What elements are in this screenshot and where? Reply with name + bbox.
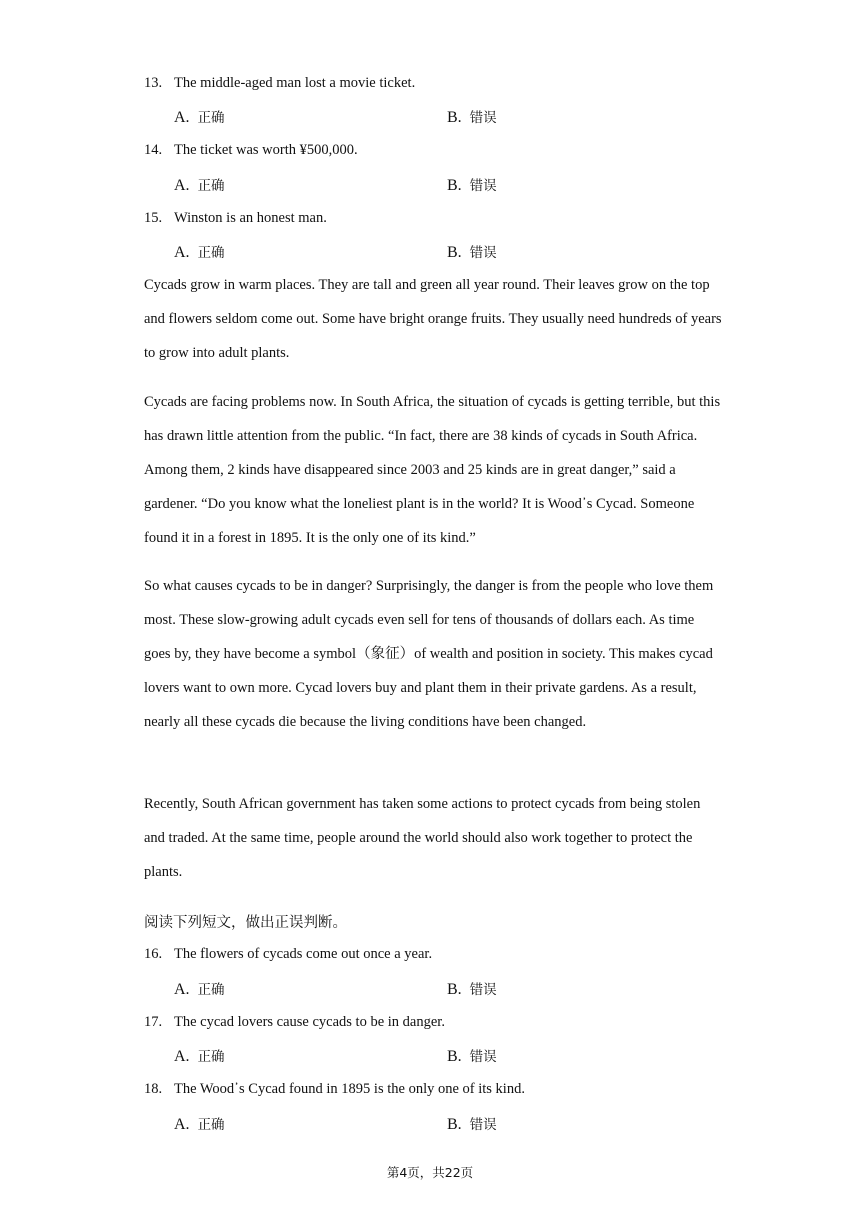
option-letter: A.	[174, 1048, 190, 1065]
option-text: 错误	[469, 110, 497, 126]
paragraph-text: Cycads grow in warm places. They are tall and green all year round. Their leaves grow on the top and flowers seldom come out. Some have bright orange fruits. They usually need hundreds of years to grow into adult plants.	[144, 277, 722, 361]
section-instruction: 阅读下列短文，做出正误判断。	[144, 915, 347, 931]
question-13	[144, 75, 415, 92]
option-b[interactable]	[447, 1045, 497, 1066]
paragraph-text: So what causes cycads to be in danger? Surprisingly, the danger is from the people who love them most. These slow-growing adult cycads even sell for tens of thousands of dollars each. As time goes by, they have become a symbol（象征）of wealth and position in society. This makes cycad lovers want to own more. Cycad lovers buy and plant them in their private gardens. As a result, nearly all these cycads die because the living conditions have been changed.	[144, 578, 714, 730]
paragraph-text: Cycads are facing problems now. In South Africa, the situation of cycads is getting terrible, but this has drawn little attention from the public. “In fact, there are 38 kinds of cycads in South Africa. Among them, 2 kinds have disappeared since 2003 and 25 kinds are in great danger,” said a gardener. “Do you know what the loneliest plant is in the world? It is Wood᾿s Cycad. Someone found it in a forest in 1895. It is the only one of its kind.”	[144, 394, 721, 546]
option-letter: A.	[174, 244, 190, 261]
option-a[interactable]	[174, 174, 225, 195]
option-letter: B.	[447, 109, 462, 126]
question-number: 14.	[144, 142, 163, 158]
option-text: 正确	[197, 1117, 225, 1133]
option-letter: B.	[447, 981, 462, 998]
question-text: The middle-aged man lost a movie ticket.	[174, 75, 416, 91]
option-text: 错误	[469, 982, 497, 998]
option-b[interactable]	[447, 241, 497, 262]
option-a[interactable]	[174, 1045, 225, 1066]
option-text: 正确	[197, 178, 225, 194]
option-letter: B.	[447, 1116, 462, 1133]
passage-paragraph-2	[144, 385, 724, 555]
question-text: The cycad lovers cause cycads to be in danger.	[174, 1014, 445, 1030]
option-text: 正确	[197, 110, 225, 126]
option-text: 错误	[469, 1117, 497, 1133]
question-number: 17.	[144, 1014, 163, 1030]
question-17	[144, 1014, 445, 1031]
option-letter: A.	[174, 109, 190, 126]
option-letter: A.	[174, 177, 190, 194]
option-a[interactable]	[174, 1113, 225, 1134]
option-b[interactable]	[447, 1113, 497, 1134]
option-text: 正确	[197, 1049, 225, 1065]
option-text: 正确	[197, 982, 225, 998]
option-a[interactable]	[174, 106, 225, 127]
option-letter: A.	[174, 1116, 190, 1133]
passage-paragraph-3	[144, 569, 724, 739]
option-text: 错误	[469, 1049, 497, 1065]
question-text: Winston is an honest man.	[174, 210, 327, 226]
question-number: 15.	[144, 210, 163, 226]
question-text: The Wood᾿s Cycad found in 1895 is the only one of its kind.	[174, 1081, 525, 1097]
question-15	[144, 210, 327, 227]
page-footer: 第4页，共22页	[386, 1165, 474, 1180]
passage-paragraph-4	[144, 787, 724, 889]
option-b[interactable]	[447, 174, 497, 195]
option-letter: B.	[447, 244, 462, 261]
question-text: The ticket was worth ¥500,000.	[174, 142, 358, 158]
option-text: 正确	[197, 245, 225, 261]
option-text: 错误	[469, 178, 497, 194]
option-a[interactable]	[174, 978, 225, 999]
option-b[interactable]	[447, 978, 497, 999]
question-18	[144, 1081, 525, 1098]
passage-paragraph-1	[144, 268, 724, 370]
option-letter: B.	[447, 177, 462, 194]
question-text: The flowers of cycads come out once a year.	[174, 946, 433, 962]
option-a[interactable]	[174, 241, 225, 262]
question-number: 13.	[144, 75, 163, 91]
question-number: 18.	[144, 1081, 163, 1097]
paragraph-text: Recently, South African government has taken some actions to protect cycads from being stolen and traded. At the same time, people around the world should also work together to protect the plants.	[144, 796, 701, 880]
option-letter: B.	[447, 1048, 462, 1065]
option-letter: A.	[174, 981, 190, 998]
question-14	[144, 142, 358, 159]
option-b[interactable]	[447, 106, 497, 127]
option-text: 错误	[469, 245, 497, 261]
question-number: 16.	[144, 946, 163, 962]
question-16	[144, 946, 432, 963]
